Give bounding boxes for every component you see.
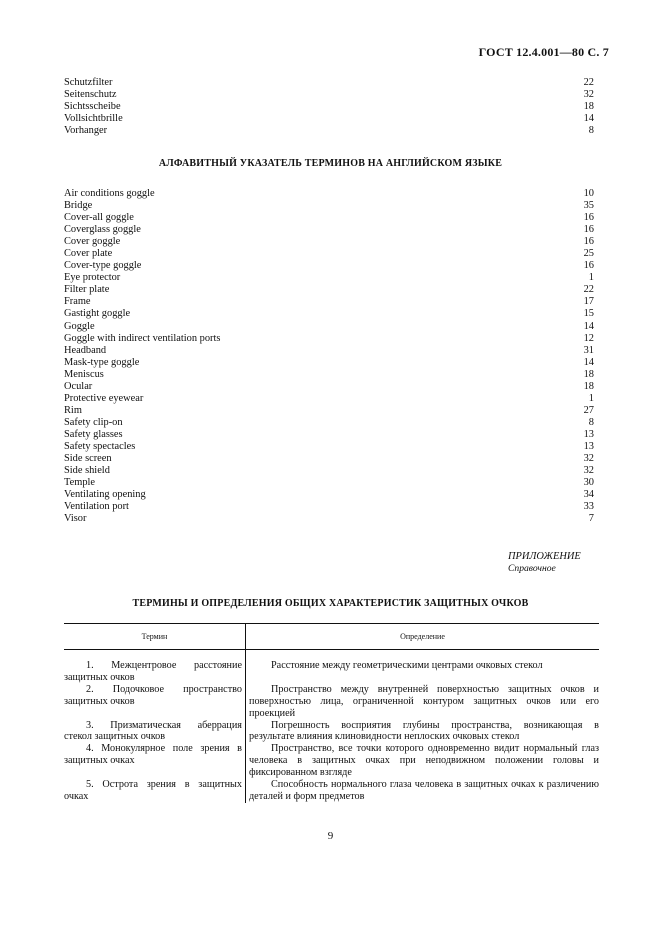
index-number: 8 [588, 125, 594, 137]
definition-text: Погрешность восприятия глубины пространства, возникающая в результате влияния клиновидности неплоских очковых стекол [249, 719, 599, 743]
definition-cell [246, 743, 600, 779]
index-term: Cover-all goggle [64, 212, 134, 224]
index-term: Safety spectacles [64, 440, 136, 452]
term-cell [64, 660, 246, 684]
index-entry [64, 248, 594, 260]
term-column-header: Термин [64, 624, 246, 650]
index-term: Vollsichtbrille [64, 113, 123, 125]
table-header-row [64, 624, 599, 650]
index-number: 18 [583, 101, 594, 113]
index-entry [64, 405, 594, 417]
index-entry [64, 477, 594, 489]
index-number: 14 [583, 356, 594, 368]
index-number: 10 [583, 188, 594, 199]
index-entry [64, 296, 594, 308]
index-term: Temple [64, 477, 96, 489]
index-entry [64, 224, 594, 236]
index-term: Cover goggle [64, 236, 121, 248]
term-cell [64, 743, 246, 779]
index-number: 17 [583, 296, 594, 308]
index-number: 32 [583, 453, 594, 465]
english-terms-index [64, 188, 594, 525]
appendix-label-block [508, 551, 581, 575]
definition-text: Расстояние между геометрическими центрами очковых стекол [271, 660, 543, 671]
index-entry [64, 333, 594, 345]
index-number: 14 [583, 320, 594, 332]
index-term: Gastight goggle [64, 308, 131, 320]
index-number: 32 [583, 89, 594, 101]
definition-cell [246, 684, 600, 720]
index-term: Sichtsscheibe [64, 101, 121, 113]
term-cell [64, 684, 246, 720]
index-entry [64, 381, 594, 393]
document-header: ГОСТ 12.4.001—80 С. 7 [478, 45, 609, 59]
index-term: Seitenschutz [64, 89, 117, 101]
definition-text: Пространство между внутренней поверхностью защитных очков и поверхностью лица, ограниченной контуром защитных очков или его проекцией [249, 683, 599, 719]
index-entry [64, 429, 594, 441]
index-term: Ventilating opening [64, 489, 146, 501]
index-number: 27 [583, 404, 594, 416]
index-number: 16 [583, 236, 594, 248]
index-number: 31 [583, 344, 594, 356]
index-term: Mask-type goggle [64, 356, 140, 368]
page-number: 9 [327, 830, 334, 842]
spacer-cell [64, 650, 246, 661]
term-cell [64, 779, 246, 803]
definition-cell [246, 779, 600, 803]
definition-text: Пространство, все точки которого одновременно видит нормальный глаз человека в защитных очках при неподвижном положении головы и фиксированном взгляде [249, 743, 599, 779]
index-number: 16 [583, 260, 594, 272]
index-entry [64, 465, 594, 477]
index-number: 35 [583, 200, 594, 212]
term-text: 3. Призматическая аберрация стекол защитных очков [64, 719, 242, 743]
index-entry [64, 89, 594, 101]
index-term: Coverglass goggle [64, 224, 141, 236]
appendix-label: ПРИЛОЖЕНИЕ [508, 551, 581, 562]
index-term: Air conditions goggle [64, 188, 155, 199]
table-row [64, 684, 599, 720]
index-entry [64, 453, 594, 465]
index-term: Cover plate [64, 248, 113, 260]
definition-column-header: Определение [246, 624, 600, 650]
index-number: 14 [583, 113, 594, 125]
index-term: Protective eyewear [64, 392, 144, 404]
table-row [64, 779, 599, 803]
definition-cell [246, 720, 600, 744]
index-term: Bridge [64, 200, 93, 212]
index-number: 18 [583, 368, 594, 380]
index-term: Ventilation port [64, 501, 129, 513]
index-term: Headband [64, 344, 107, 356]
index-term: Schutzfilter [64, 77, 113, 88]
index-entry [64, 489, 594, 501]
index-number: 34 [583, 489, 594, 501]
definitions-table [64, 623, 599, 803]
index-term: Safety glasses [64, 428, 123, 440]
term-text: 1. Межцентровое расстояние защитных очков [64, 660, 242, 683]
index-number: 33 [583, 501, 594, 513]
index-term: Goggle [64, 320, 95, 332]
term-text: 5. Острота зрения в защитных очках [64, 779, 242, 802]
index-term: Goggle with indirect ventilation ports [64, 332, 221, 344]
appendix-sublabel: Справочное [508, 563, 556, 574]
index-entry [64, 417, 594, 429]
index-number: 13 [583, 440, 594, 452]
table-row [64, 720, 599, 744]
german-terms-index [64, 77, 594, 137]
table-spacer-row [64, 650, 599, 661]
index-number: 1 [588, 272, 594, 284]
index-term: Eye protector [64, 272, 121, 284]
index-term: Rim [64, 404, 82, 416]
spacer-cell [246, 650, 600, 661]
index-term: Side shield [64, 465, 110, 477]
index-number: 32 [583, 465, 594, 477]
index-entry [64, 125, 594, 137]
term-cell [64, 720, 246, 744]
index-entry [64, 212, 594, 224]
index-term: Vorhanger [64, 125, 108, 137]
term-text: 4. Монокулярное поле зрения в защитных очках [64, 743, 242, 767]
index-entry [64, 260, 594, 272]
index-number: 8 [588, 416, 594, 428]
appendix-title: ТЕРМИНЫ И ОПРЕДЕЛЕНИЯ ОБЩИХ ХАРАКТЕРИСТИК ЗАЩИТНЫХ ОЧКОВ [132, 598, 529, 609]
index-entry [64, 236, 594, 248]
index-number: 16 [583, 224, 594, 236]
index-term: Frame [64, 296, 91, 308]
index-entry [64, 357, 594, 369]
index-number: 1 [588, 392, 594, 404]
index-term: Visor [64, 513, 87, 525]
index-term: Safety clip-on [64, 416, 123, 428]
index-number: 15 [583, 308, 594, 320]
index-entry [64, 308, 594, 320]
index-entry [64, 284, 594, 296]
index-entry [64, 101, 594, 113]
index-number: 18 [583, 380, 594, 392]
index-number: 30 [583, 477, 594, 489]
index-term: Side screen [64, 453, 112, 465]
index-entry [64, 272, 594, 284]
table-row [64, 660, 599, 684]
definition-text: Способность нормального глаза человека в защитных очках к различению деталей и форм предметов [249, 779, 599, 802]
index-entry [64, 369, 594, 381]
index-number: 16 [583, 212, 594, 224]
index-number: 22 [583, 77, 594, 88]
definition-cell [246, 660, 600, 684]
index-number: 13 [583, 428, 594, 440]
index-term: Filter plate [64, 284, 110, 296]
index-number: 25 [583, 248, 594, 260]
index-entry [64, 321, 594, 333]
index-entry [64, 441, 594, 453]
index-entry [64, 77, 594, 89]
index-entry [64, 188, 594, 200]
index-entry [64, 393, 594, 405]
index-number: 12 [583, 332, 594, 344]
index-number: 22 [583, 284, 594, 296]
index-entry [64, 513, 594, 525]
index-entry [64, 345, 594, 357]
index-entry [64, 501, 594, 513]
index-term: Meniscus [64, 368, 104, 380]
index-number: 7 [588, 513, 594, 525]
table-row [64, 743, 599, 779]
english-index-title: АЛФАВИТНЫЙ УКАЗАТЕЛЬ ТЕРМИНОВ НА АНГЛИЙСКОМ ЯЗЫКЕ [158, 158, 503, 169]
index-entry [64, 200, 594, 212]
index-term: Cover-type goggle [64, 260, 142, 272]
index-entry [64, 113, 594, 125]
term-text: 2. Подочковое пространство защитных очков [64, 683, 242, 707]
index-term: Ocular [64, 380, 93, 392]
